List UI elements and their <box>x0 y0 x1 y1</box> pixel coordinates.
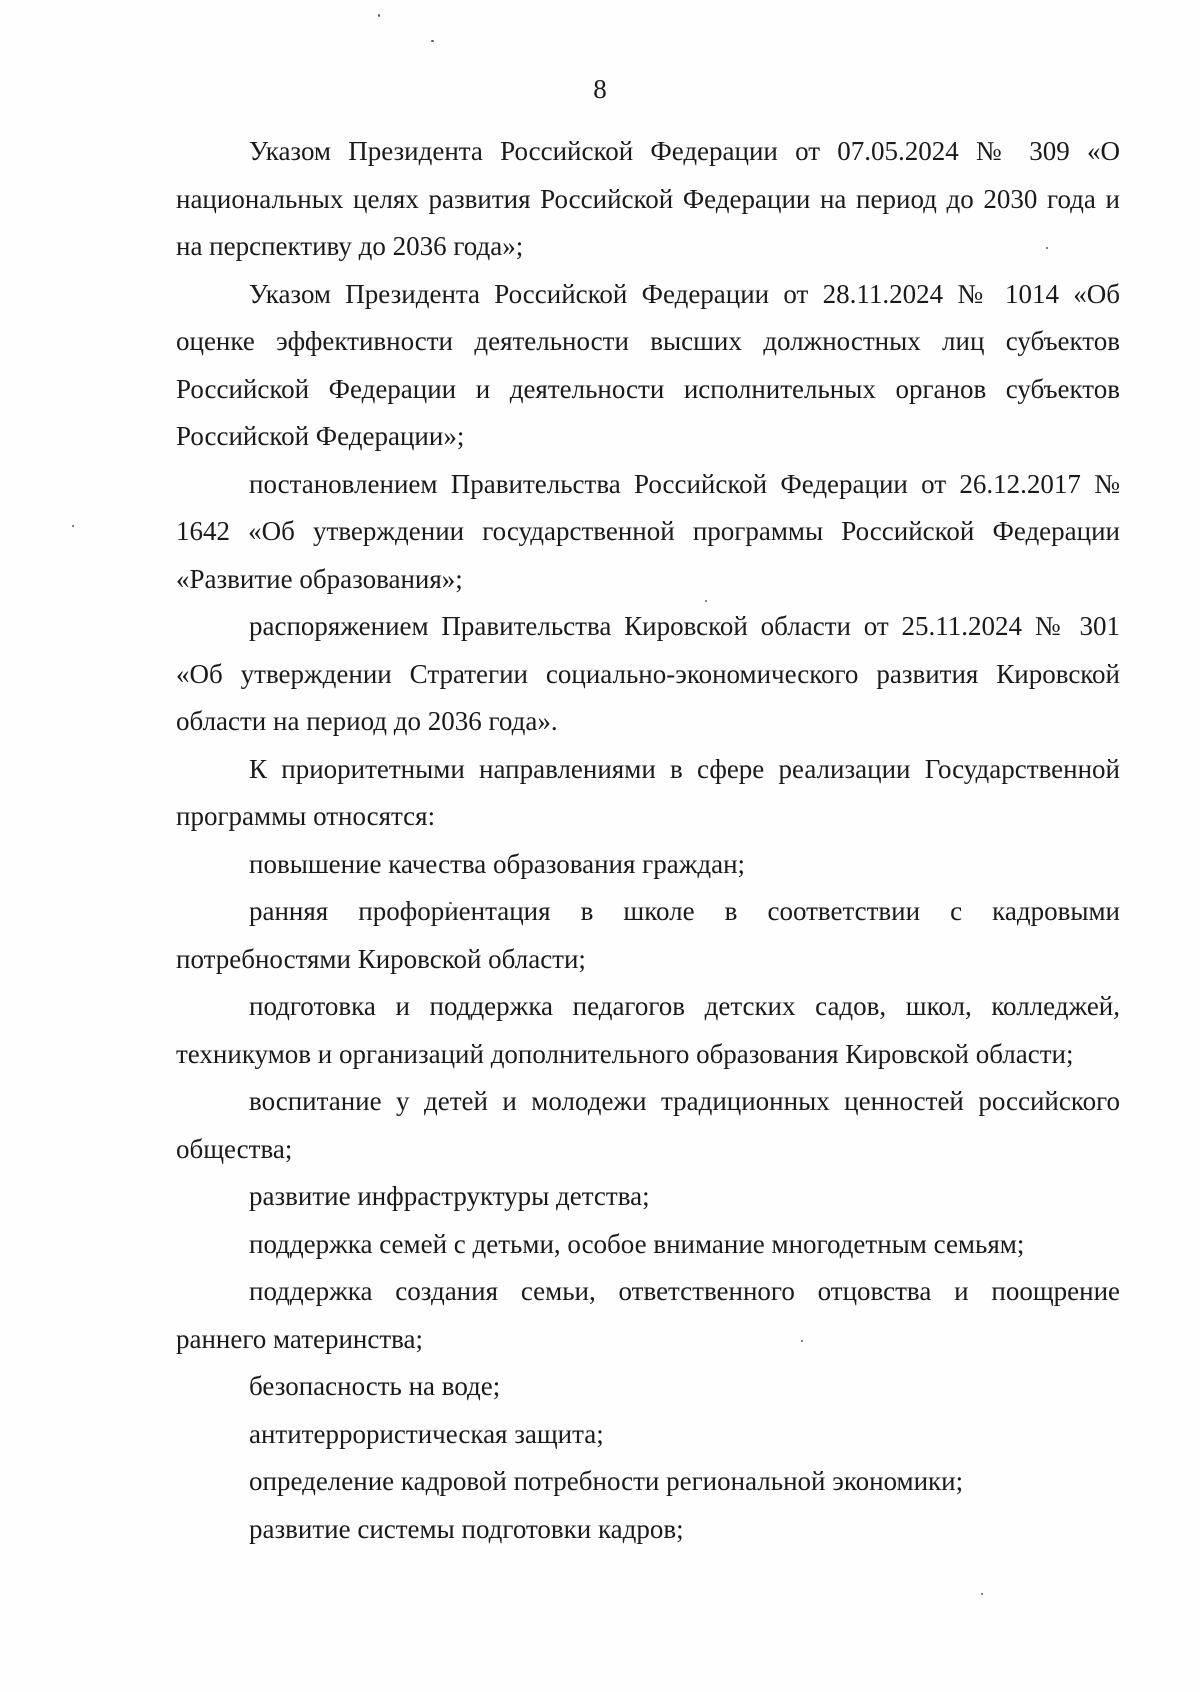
scan-speck <box>431 40 434 42</box>
paragraph-order-301: распоряжением Правительства Кировской области от 25.11.2024 № 301 «Об утверждении Стратегии социально-экономического развития Кировской области на период до 2036 года». <box>176 611 1120 736</box>
body-text <box>176 128 1120 1553</box>
scan-speck <box>378 14 380 17</box>
list-item: определение кадровой потребности региональной экономики; <box>249 1466 964 1496</box>
list-item: развитие системы подготовки кадров; <box>249 1513 684 1544</box>
list-item: развитие инфраструктуры детства; <box>249 1181 650 1211</box>
list-item: повышение качества образования граждан; <box>249 848 746 879</box>
page-number: 8 <box>593 74 607 104</box>
list-item: подготовка и поддержка педагогов детских садов, школ, колледжей, техникумов и организаций дополнительного образования Кировской области; <box>176 991 1120 1069</box>
paragraph-decree-309: Указом Президента Российской Федерации от 07.05.2024 № 309 «О национальных целях развития Российской Федерации на период до 2030 года и на перспективу до 2036 года»; <box>176 136 1120 261</box>
paragraph-priorities-intro: К приоритетными направлениями в сфере реализации Государственной программы относятся: <box>176 753 1120 831</box>
list-item: воспитание у детей и молодежи традиционных ценностей российского общества; <box>176 1086 1120 1164</box>
scan-speck <box>981 1593 983 1595</box>
list-item: безопасность на воде; <box>249 1371 501 1401</box>
scan-speck <box>72 525 74 527</box>
list-item: поддержка семей с детьми, особое внимание многодетным семьям; <box>249 1228 1025 1259</box>
list-item: антитеррористическая защита; <box>249 1418 604 1449</box>
paragraph-decree-1014: Указом Президента Российской Федерации от 28.11.2024 № 1014 «Об оценке эффективности деятельности высших должностных лиц субъектов Российской Федерации и деятельности исполнительных органов субъектов Российской Федерации»; <box>176 278 1120 451</box>
list-item: ранняя профориентация в школе в соответствии с кадровыми потребностями Кировской области; <box>176 896 1120 974</box>
list-item: поддержка создания семьи, ответственного отцовства и поощрение раннего материнства; <box>176 1276 1120 1354</box>
paragraph-resolution-1642: постановлением Правительства Российской Федерации от 26.12.2017 № 1642 «Об утверждении государственной программы Российской Федерации «Развитие образования»; <box>176 468 1120 594</box>
